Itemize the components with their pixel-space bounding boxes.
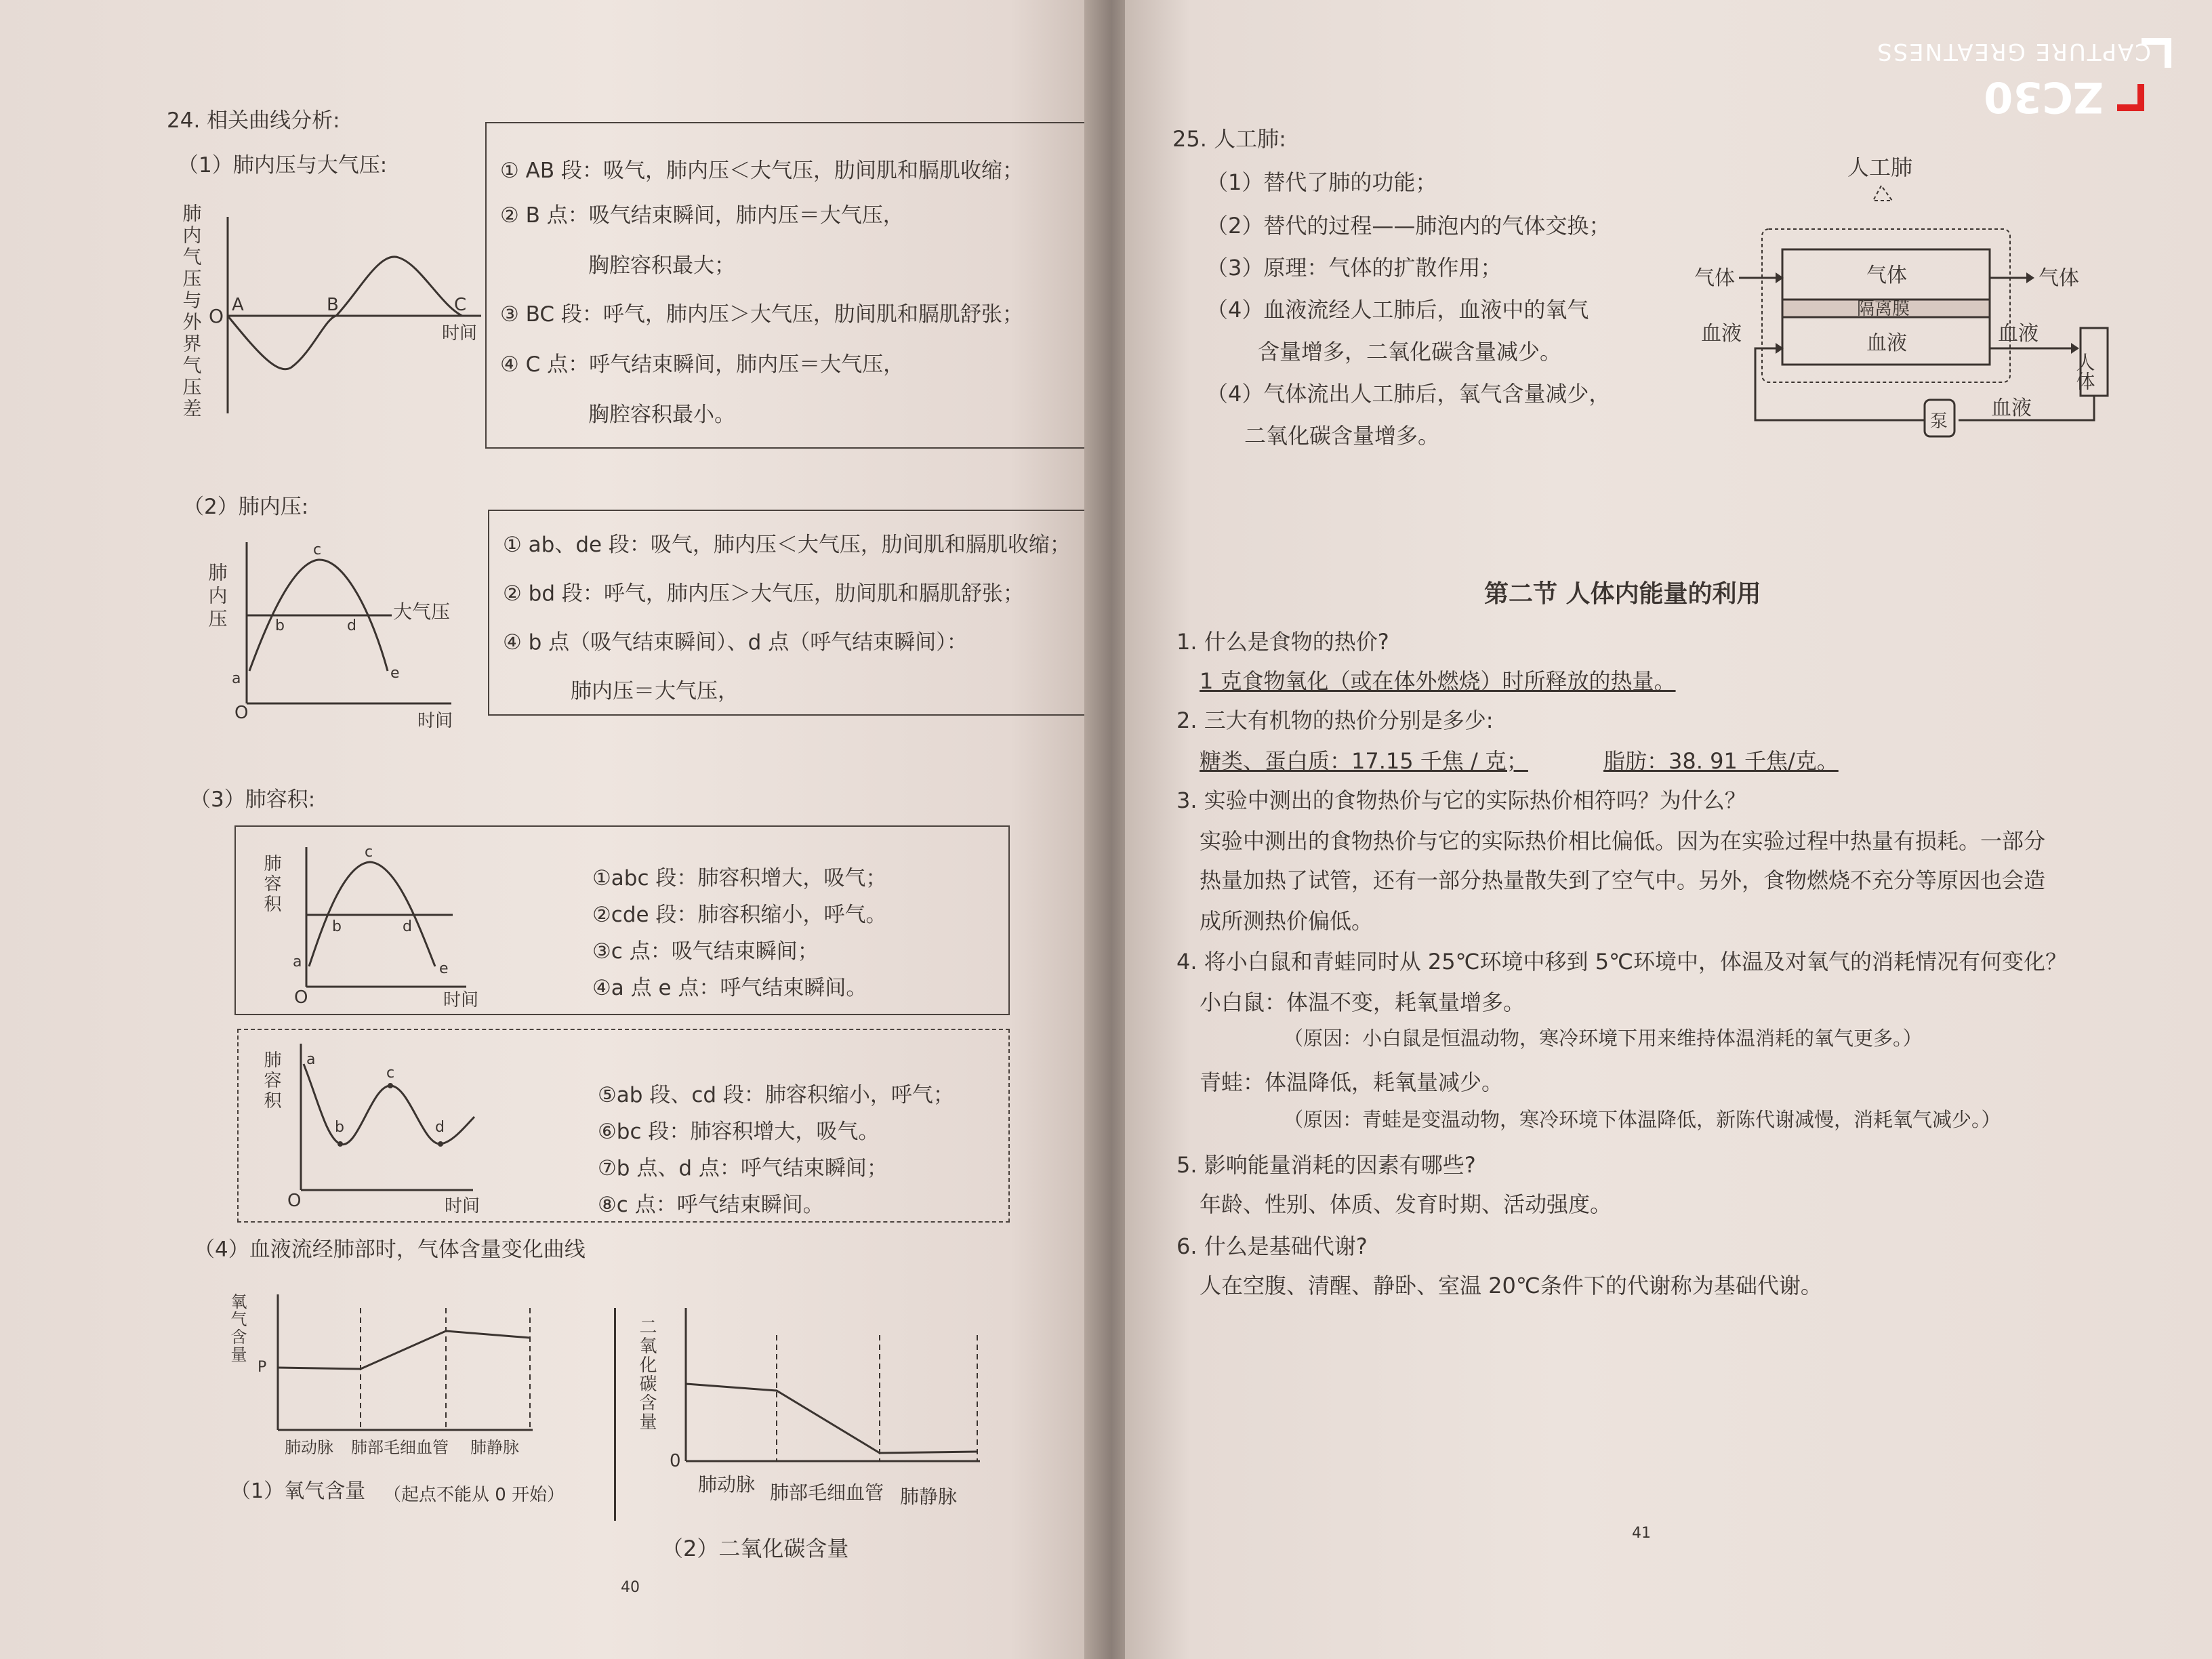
- s4-co2-origin: 0: [670, 1451, 681, 1471]
- qa-answer: 小白鼠：体温不变，耗氧量增多。: [1200, 989, 1525, 1015]
- s1-ylabel: 肺内气压与外界气压差: [180, 203, 203, 420]
- s3b-line: ⑦b 点、d 点：呼气结束瞬间；: [598, 1156, 888, 1181]
- s2-hline-label: 大气压: [393, 600, 451, 623]
- s2-line: ④ b 点（吸气结束瞬间）、d 点（呼气结束瞬间）：: [503, 630, 968, 655]
- s3a-origin: O: [294, 987, 308, 1008]
- diagram-callout: [1873, 186, 1892, 201]
- s1-line: 胸腔容积最小。: [588, 403, 735, 427]
- s4-o2-note: （起点不能从 0 开始）: [384, 1485, 565, 1505]
- s1-pressure-graph: [180, 190, 488, 447]
- s4-o2-cat: 肺部毛细血管: [351, 1438, 449, 1457]
- s4-o2-p-label: P: [258, 1359, 267, 1376]
- qa-question: 2. 三大有机物的热价分别是多少:: [1176, 708, 1494, 733]
- s3a-line: ④a 点 e 点：呼气结束瞬间。: [592, 976, 867, 1000]
- s1-line: ② B 点：吸气结束瞬间，肺内压＝大气压，: [500, 203, 904, 228]
- s3b-origin: O: [287, 1191, 302, 1211]
- s1-point-c: C: [454, 295, 467, 315]
- s2-point-d: d: [347, 617, 356, 634]
- s4-co2-ylabel: 二氧化碳含量: [636, 1317, 657, 1431]
- qa-answer: 热量加热了试管，还有一部分热量散失到了空气中。另外，食物燃烧不充分等原因也会造: [1200, 867, 2046, 893]
- s2-point-c: c: [313, 541, 322, 558]
- qa-question: 4. 将小白鼠和青蛙同时从 25℃环境中移到 5℃环境中，体温及对氧气的消耗情况有何变化？: [1176, 949, 2068, 975]
- q25-item: （4）气体流出人工肺后，氧气含量减少，: [1206, 381, 1611, 407]
- watermark-model: ZC30: [1984, 73, 2104, 122]
- qa-question: 6. 什么是基础代谢?: [1176, 1233, 1368, 1259]
- camera-watermark: [1805, 27, 2185, 122]
- s4-heading: （4）血液流经肺部时，气体含量变化曲线: [194, 1237, 586, 1262]
- s3b-line: ⑥bc 段：肺容积增大，吸气。: [598, 1120, 880, 1144]
- diagram-body-label: 人体: [2073, 352, 2096, 390]
- s3b-dot-d: [438, 1141, 443, 1147]
- qa-answer: 成所测热价偏低。: [1200, 908, 1374, 934]
- q25-item: （2）替代的过程——肺泡内的气体交换；: [1206, 213, 1611, 239]
- right-page-number: 41: [1632, 1525, 1651, 1542]
- s3b-dot-c: [388, 1083, 393, 1088]
- s2-xlabel: 时间: [417, 711, 453, 731]
- watermark-frame-icon: [2142, 38, 2171, 68]
- s2-point-e: e: [390, 665, 400, 682]
- right-page: [1125, 0, 2212, 1659]
- s3b-xlabel: 时间: [445, 1196, 480, 1216]
- s2-line: ② bd 段：呼气，肺内压＞大气压，肋间肌和膈肌舒张；: [503, 581, 1024, 606]
- s1-heading: （1）肺内压与大气压:: [178, 153, 388, 178]
- s2-origin: O: [234, 703, 249, 723]
- q25-title: 25. 人工肺:: [1172, 126, 1286, 152]
- s2-heading: （2）肺内压:: [183, 495, 309, 519]
- s3b-dot-b: [337, 1141, 343, 1147]
- s1-line: 胸腔容积最大；: [588, 253, 735, 278]
- s4-o2-ylabel: 氧气含量: [228, 1293, 247, 1364]
- s3a-line: ①abc 段：肺容积增大，吸气；: [592, 866, 887, 890]
- s4-o2-graph: [230, 1281, 610, 1538]
- s2-pressure-graph: [205, 535, 481, 739]
- s1-line: ① AB 段：吸气，肺内压＜大气压，肋间肌和膈肌收缩；: [500, 159, 1023, 183]
- s4-o2-line: [278, 1331, 530, 1369]
- artificial-lung-diagram: [1694, 149, 2169, 447]
- s4-co2-cat: 肺部毛细血管: [770, 1481, 884, 1504]
- qa-answer: 糖类、蛋白质：17.15 千焦 / 克；: [1200, 748, 1528, 774]
- qa-question: 5. 影响能量消耗的因素有哪些?: [1176, 1152, 1476, 1178]
- s4-o2-cat: 肺动脉: [285, 1438, 333, 1457]
- q25-item: （1）替代了肺的功能；: [1206, 169, 1437, 195]
- qa-answer: 人在空腹、清醒、静卧、室温 20℃条件下的代谢称为基础代谢。: [1200, 1273, 1822, 1298]
- watermark-corner-icon: [2117, 84, 2144, 111]
- q25-item: （3）原理：气体的扩散作用；: [1206, 255, 1502, 281]
- qa-answer: 1 克食物氧化（或在体外燃烧）时所释放的热量。: [1200, 668, 1676, 694]
- s1-line: ④ C 点：呼气结束瞬间，肺内压＝大气压，: [500, 352, 905, 377]
- watermark-rotated: [1805, 27, 2185, 122]
- diagram-gas-in: 气体: [1694, 266, 1735, 290]
- diagram-blood-out: 血液: [1998, 322, 2039, 346]
- left-page: [0, 0, 1098, 1659]
- diagram-title: 人工肺: [1847, 155, 1913, 180]
- s3-box-b: [237, 1029, 1010, 1223]
- s3b-line: ⑧c 点：呼气结束瞬间。: [598, 1193, 824, 1217]
- s2-line: ① ab、de 段：吸气，肺内压＜大气压，肋间肌和膈肌收缩；: [503, 533, 1071, 557]
- s3b-line: ⑤ab 段、cd 段：肺容积缩小，呼气；: [598, 1083, 954, 1107]
- diagram-gas-out: 气体: [2039, 266, 2079, 290]
- q25-item: 含量增多，二氧化碳含量减少。: [1258, 339, 1562, 365]
- q25-item: （4）血液流经人工肺后，血液中的氧气: [1206, 297, 1589, 323]
- s3-box-a: [234, 825, 1010, 1015]
- diagram-blood-in: 血液: [1701, 322, 1742, 346]
- s4-o2-cat: 肺静脉: [470, 1438, 519, 1457]
- s1-point-b: B: [327, 295, 339, 315]
- diagram-arrowhead: [2026, 272, 2034, 283]
- diagram-pump-label: 泵: [1930, 411, 1948, 432]
- qa-answer: 实验中测出的食物热价与它的实际热价相比偏低。因为在实验过程中热量有损耗。一部分: [1200, 828, 2046, 854]
- left-page-number: 40: [621, 1579, 640, 1596]
- qa-answer: 年龄、性别、体质、发育时期、活动强度。: [1200, 1191, 1612, 1217]
- s2-point-a: a: [232, 670, 241, 687]
- s1-xlabel: 时间: [442, 323, 478, 344]
- qa-answer: 脂肪：38. 91 千焦/克。: [1603, 748, 1839, 774]
- s3b-point-a: a: [306, 1051, 316, 1068]
- s2-line: 肺内压＝大气压，: [571, 679, 739, 703]
- s1-origin: O: [209, 305, 224, 327]
- diagram-feed-line: [1755, 348, 1925, 420]
- s3a-line: ②cde 段：肺容积缩小，呼气。: [592, 903, 887, 927]
- s3a-point-c: c: [365, 844, 373, 861]
- diagram-blood-chamber: 血液: [1866, 331, 1907, 355]
- q25-item: 二氧化碳含量增多。: [1244, 423, 1440, 449]
- s3-volume-graph-b: [261, 1037, 500, 1220]
- s4-co2-cat: 肺静脉: [900, 1486, 958, 1508]
- s1-point-a: A: [232, 295, 244, 315]
- s3a-point-e: e: [439, 960, 449, 977]
- s3a-point-a: a: [293, 954, 302, 970]
- s4-co2-cat: 肺动脉: [698, 1473, 756, 1496]
- s3a-ylabel: 肺容积: [261, 854, 281, 915]
- qa-question: 3. 实验中测出的食物热价与它的实际热价相符吗？为什么？: [1176, 787, 1746, 813]
- s3-volume-graph-a: [261, 840, 500, 1010]
- s3b-ylabel: 肺容积: [261, 1050, 281, 1111]
- s3b-point-d: d: [435, 1119, 445, 1136]
- s4-o2-caption: （1）氧气含量: [230, 1479, 366, 1503]
- qa-question: 1. 什么是食物的热价?: [1176, 629, 1389, 655]
- diagram-gas-chamber: 气体: [1866, 264, 1907, 287]
- s4-co2-line: [686, 1384, 977, 1453]
- q24-title: 24. 相关曲线分析:: [167, 108, 340, 133]
- s4-co2-caption: （2）二氧化碳含量: [661, 1536, 849, 1561]
- qa-answer-note: （原因：青蛙是变温动物，寒冷环境下体温降低，新陈代谢减慢，消耗氧气减少。）: [1284, 1108, 2001, 1131]
- s3-heading: （3）肺容积:: [190, 787, 316, 812]
- s4-co2-graph: [637, 1288, 1017, 1572]
- s1-line: ③ BC 段：呼气，肺内压＞大气压，肋间肌和膈肌舒张；: [500, 302, 1023, 327]
- diagram-membrane-label: 隔离膜: [1857, 299, 1910, 319]
- s1-curve: [228, 257, 462, 369]
- watermark-slogan: CAPTURE GREATNESS: [1876, 38, 2151, 65]
- qa-answer: 青蛙：体温降低，耗氧量减少。: [1200, 1069, 1504, 1095]
- diagram-blood-return: 血液: [1991, 396, 2032, 420]
- s3b-point-c: c: [386, 1065, 395, 1082]
- s3a-xlabel: 时间: [443, 990, 479, 1010]
- s2-text-box: [488, 510, 1088, 716]
- s4-separator: [614, 1308, 616, 1521]
- s3a-point-b: b: [332, 918, 342, 935]
- s2-ylabel: 肺内压: [205, 562, 228, 632]
- s2-point-b: b: [275, 617, 285, 634]
- s3a-point-d: d: [403, 918, 412, 935]
- section2-title: 第二节 人体内能量的利用: [1484, 580, 1761, 608]
- s1-text-box: [485, 122, 1088, 449]
- s3b-point-b: b: [335, 1119, 344, 1136]
- qa-answer-note: （原因：小白鼠是恒温动物，寒冷环境下用来维持体温消耗的氧气更多。）: [1284, 1027, 1923, 1050]
- s3a-line: ③c 点：吸气结束瞬间；: [592, 939, 819, 964]
